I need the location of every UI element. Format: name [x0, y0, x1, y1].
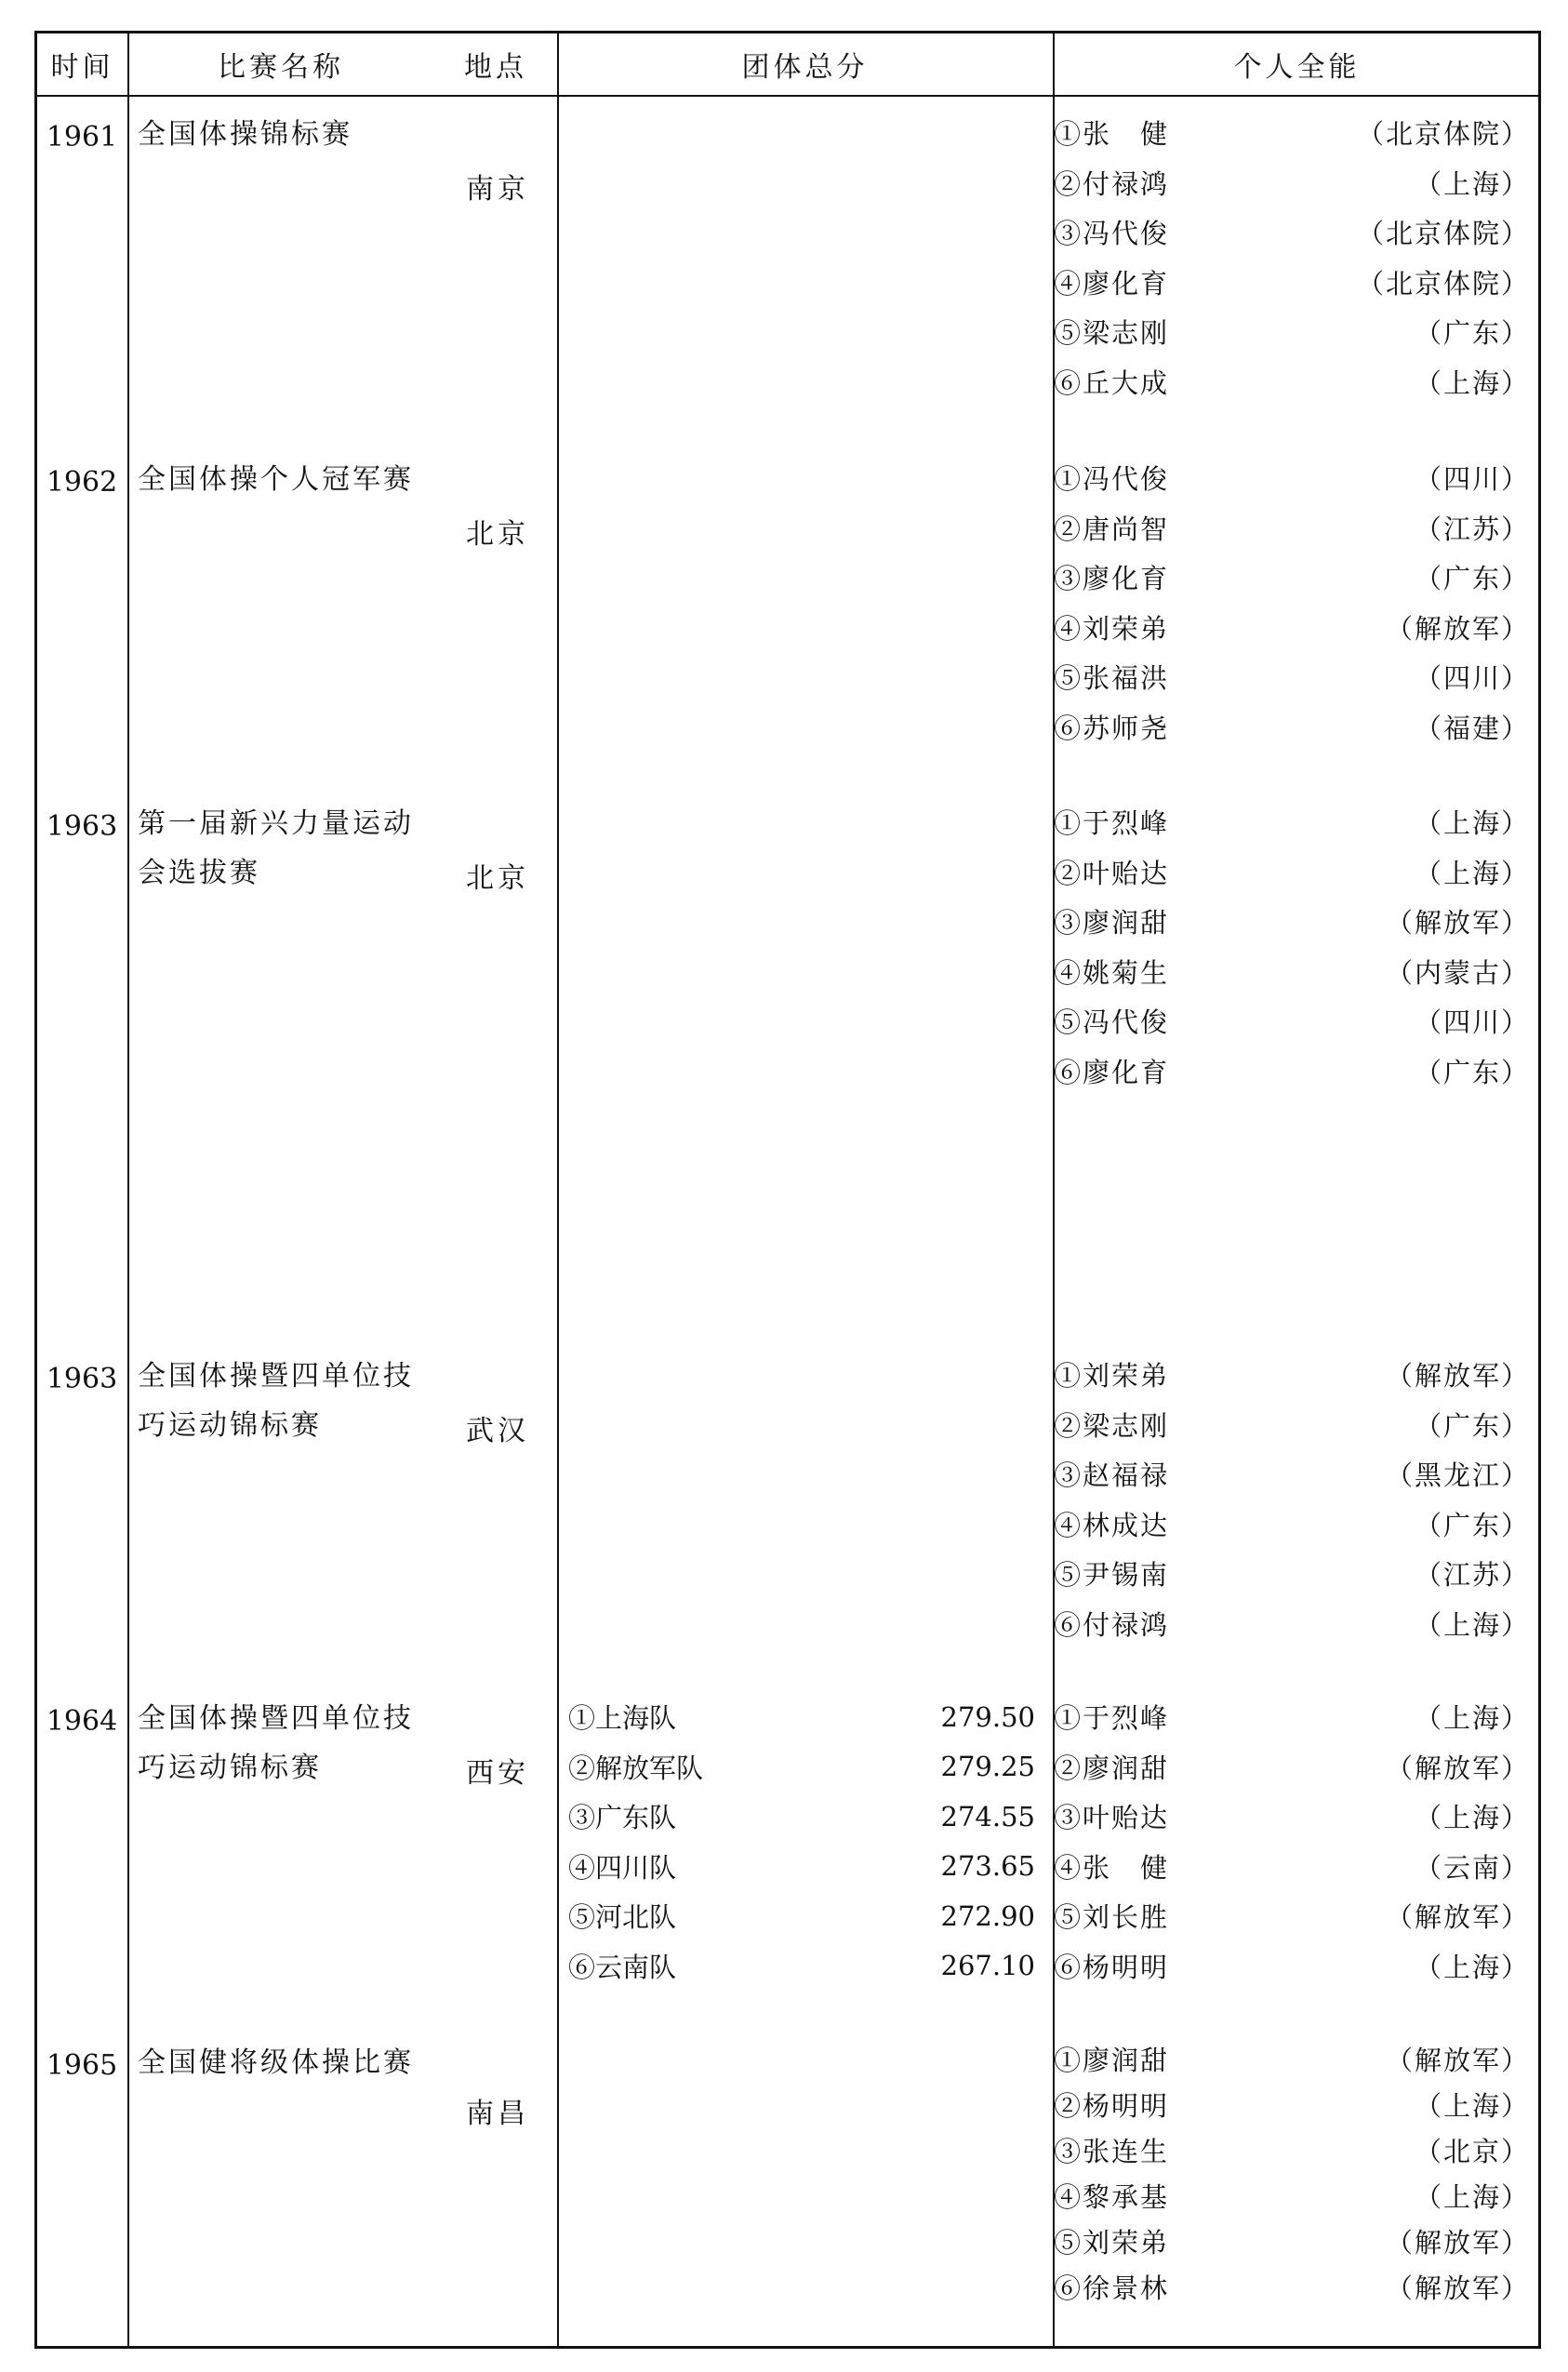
athlete-unit: （广东）	[1414, 317, 1530, 350]
athlete-name: ⑤梁志刚	[1054, 317, 1170, 350]
team-score-row	[557, 1742, 1041, 1792]
team-score: 273.65	[940, 1850, 1035, 1883]
individual-row	[1052, 453, 1535, 503]
place-cell: 北京	[466, 518, 529, 551]
individual-row	[1052, 1842, 1535, 1892]
individual-row	[1052, 2082, 1535, 2127]
individual-row	[1052, 1891, 1535, 1941]
individual-row	[1052, 652, 1535, 702]
individual-row	[1052, 797, 1535, 847]
athlete-unit: （广东）	[1414, 1509, 1530, 1541]
athlete-unit: （江苏）	[1414, 1559, 1530, 1592]
athlete-name: ②廖润甜	[1054, 1752, 1170, 1784]
athlete-unit: （上海）	[1414, 167, 1530, 200]
individual-row	[1052, 307, 1535, 357]
header-divider	[37, 95, 1538, 97]
athlete-unit: （江苏）	[1414, 513, 1530, 545]
athlete-name: ⑥廖化育	[1054, 1056, 1170, 1088]
individual-row	[1052, 1792, 1535, 1842]
individual-row	[1052, 996, 1535, 1046]
athlete-unit: （黑龙江）	[1385, 1459, 1530, 1492]
team-name: ⑥云南队	[568, 1951, 677, 1983]
individual-row	[1052, 357, 1535, 407]
athlete-name: ⑥苏师尧	[1054, 712, 1170, 744]
team-score-row	[557, 1792, 1041, 1842]
athlete-name: ④张 健	[1054, 1851, 1170, 1884]
athlete-name: ①冯代俊	[1054, 463, 1170, 496]
athlete-name: ④姚菊生	[1054, 956, 1170, 989]
team-name: ④四川队	[568, 1851, 677, 1884]
team-score: 279.25	[940, 1751, 1035, 1783]
athlete-unit: （解放军）	[1385, 1752, 1530, 1784]
athlete-unit: （解放军）	[1385, 2227, 1530, 2259]
athlete-unit: （解放军）	[1385, 1901, 1530, 1934]
individual-row	[1052, 2127, 1535, 2173]
individual-row	[1052, 1449, 1535, 1499]
event-name-cell: 全国体操暨四单位技巧运动锦标赛	[138, 1702, 414, 1784]
year-cell: 1963	[46, 1363, 118, 1395]
year-cell: 1963	[46, 810, 118, 843]
individual-cell	[1052, 108, 1535, 406]
athlete-name: ②唐尚智	[1054, 513, 1170, 545]
individual-row	[1052, 1400, 1535, 1450]
year-cell: 1964	[46, 1705, 118, 1738]
individual-row	[1052, 1599, 1535, 1649]
athlete-name: ①廖润甜	[1054, 2045, 1170, 2076]
team-score-cell	[557, 1692, 1041, 1991]
athlete-unit: （上海）	[1414, 1608, 1530, 1641]
athlete-name: ⑤刘荣弟	[1054, 2227, 1170, 2259]
individual-row	[1052, 1350, 1535, 1400]
individual-cell	[1052, 2036, 1535, 2310]
team-name: ①上海队	[568, 1702, 677, 1735]
athlete-name: ③张连生	[1054, 2136, 1170, 2167]
athlete-name: ⑥丘大成	[1054, 366, 1170, 399]
header-time: 时间	[50, 51, 114, 84]
place-cell: 南昌	[466, 2098, 529, 2130]
individual-row	[1052, 897, 1535, 947]
individual-cell	[1052, 1692, 1535, 1991]
athlete-unit: （上海）	[1414, 1702, 1530, 1735]
athlete-unit: （北京）	[1414, 2136, 1530, 2167]
team-name: ②解放军队	[568, 1752, 704, 1784]
individual-cell	[1052, 1350, 1535, 1648]
athlete-unit: （福建）	[1414, 712, 1530, 744]
header-individual: 个人全能	[1233, 51, 1361, 84]
place-cell: 北京	[466, 862, 529, 895]
individual-row	[1052, 1499, 1535, 1550]
athlete-name: ⑤刘长胜	[1054, 1901, 1170, 1934]
athlete-name: ①刘荣弟	[1054, 1360, 1170, 1393]
individual-row	[1052, 1742, 1535, 1792]
athlete-name: ④刘荣弟	[1054, 612, 1170, 645]
header-place: 地点	[464, 51, 527, 84]
individual-row	[1052, 847, 1535, 898]
individual-row	[1052, 947, 1535, 997]
individual-row	[1052, 108, 1535, 158]
athlete-name: ②梁志刚	[1054, 1409, 1170, 1442]
individual-row	[1052, 503, 1535, 553]
athlete-name: ⑥徐景林	[1054, 2272, 1170, 2304]
athlete-unit: （解放军）	[1385, 2045, 1530, 2076]
athlete-name: ④廖化育	[1054, 267, 1170, 300]
individual-row	[1052, 553, 1535, 603]
athlete-unit: （北京体院）	[1356, 118, 1530, 151]
event-name-cell: 全国体操个人冠军赛	[138, 463, 414, 496]
athlete-unit: （上海）	[1414, 2181, 1530, 2213]
individual-row	[1052, 158, 1535, 208]
place-cell: 西安	[466, 1757, 529, 1790]
athlete-unit: （上海）	[1414, 1951, 1530, 1983]
individual-row	[1052, 2219, 1535, 2264]
athlete-name: ②付禄鸿	[1054, 167, 1170, 200]
athlete-unit: （解放军）	[1385, 907, 1530, 939]
column-divider	[557, 33, 559, 2346]
year-cell: 1965	[46, 2049, 118, 2082]
athlete-unit: （解放军）	[1385, 2272, 1530, 2304]
athlete-unit: （上海）	[1414, 857, 1530, 889]
column-divider	[127, 33, 129, 2346]
individual-row	[1052, 1692, 1535, 1742]
team-score: 267.10	[940, 1950, 1035, 1982]
team-score-row	[557, 1692, 1041, 1742]
athlete-unit: （上海）	[1414, 2090, 1530, 2122]
individual-row	[1052, 2173, 1535, 2219]
athlete-name: ③冯代俊	[1054, 218, 1170, 250]
individual-row	[1052, 1941, 1535, 1992]
team-score: 279.50	[940, 1700, 1035, 1733]
team-score: 274.55	[940, 1800, 1035, 1832]
team-score-row	[557, 1842, 1041, 1892]
place-cell: 南京	[466, 173, 529, 206]
athlete-unit: （云南）	[1414, 1851, 1530, 1884]
athlete-unit: （内蒙古）	[1385, 956, 1530, 989]
team-name: ⑤河北队	[568, 1901, 677, 1934]
team-score-row	[557, 1941, 1041, 1992]
athlete-unit: （上海）	[1414, 1802, 1530, 1834]
athlete-name: ③叶贻达	[1054, 1802, 1170, 1834]
results-table	[34, 31, 1541, 2349]
team-name: ③广东队	[568, 1802, 677, 1834]
year-cell: 1962	[46, 466, 118, 499]
event-name-cell: 全国健将级体操比赛	[138, 2046, 414, 2079]
event-name-cell: 第一届新兴力量运动会选拔赛	[138, 807, 414, 889]
athlete-name: ⑤尹锡南	[1054, 1559, 1170, 1592]
athlete-unit: （北京体院）	[1356, 218, 1530, 250]
team-score-row	[557, 1891, 1041, 1941]
athlete-name: ③廖润甜	[1054, 907, 1170, 939]
place-cell: 武汉	[466, 1415, 529, 1447]
individual-row	[1052, 2264, 1535, 2310]
athlete-unit: （解放军）	[1385, 612, 1530, 645]
event-name-cell: 全国体操锦标赛	[138, 118, 352, 151]
event-name-cell: 全国体操暨四单位技巧运动锦标赛	[138, 1360, 414, 1442]
athlete-name: ④林成达	[1054, 1509, 1170, 1541]
athlete-unit: （四川）	[1414, 662, 1530, 695]
athlete-unit: （四川）	[1414, 463, 1530, 496]
individual-row	[1052, 1046, 1535, 1097]
athlete-name: ⑤张福洪	[1054, 662, 1170, 695]
athlete-name: ④黎承基	[1054, 2181, 1170, 2213]
individual-cell	[1052, 797, 1535, 1096]
athlete-unit: （解放军）	[1385, 1360, 1530, 1393]
athlete-name: ①于烈峰	[1054, 807, 1170, 840]
individual-row	[1052, 258, 1535, 308]
athlete-name: ②叶贻达	[1054, 857, 1170, 889]
athlete-unit: （广东）	[1414, 1409, 1530, 1442]
individual-row	[1052, 2036, 1535, 2082]
year-cell: 1961	[46, 121, 118, 153]
athlete-unit: （上海）	[1414, 807, 1530, 840]
individual-row	[1052, 603, 1535, 653]
individual-row	[1052, 1549, 1535, 1599]
individual-row	[1052, 702, 1535, 753]
athlete-name: ①于烈峰	[1054, 1702, 1170, 1735]
header-event: 比赛名称	[218, 51, 344, 84]
header-team: 团体总分	[741, 51, 869, 84]
athlete-name: ①张 健	[1054, 118, 1170, 151]
individual-row	[1052, 207, 1535, 258]
athlete-name: ⑥付禄鸿	[1054, 1608, 1170, 1641]
athlete-unit: （四川）	[1414, 1006, 1530, 1039]
athlete-name: ⑤冯代俊	[1054, 1006, 1170, 1039]
individual-cell	[1052, 453, 1535, 752]
athlete-unit: （广东）	[1414, 563, 1530, 595]
athlete-name: ⑥杨明明	[1054, 1951, 1170, 1983]
athlete-name: ③赵福禄	[1054, 1459, 1170, 1492]
athlete-unit: （广东）	[1414, 1056, 1530, 1088]
athlete-unit: （北京体院）	[1356, 267, 1530, 300]
athlete-name: ②杨明明	[1054, 2090, 1170, 2122]
athlete-name: ③廖化育	[1054, 563, 1170, 595]
athlete-unit: （上海）	[1414, 366, 1530, 399]
team-score: 272.90	[940, 1899, 1035, 1932]
